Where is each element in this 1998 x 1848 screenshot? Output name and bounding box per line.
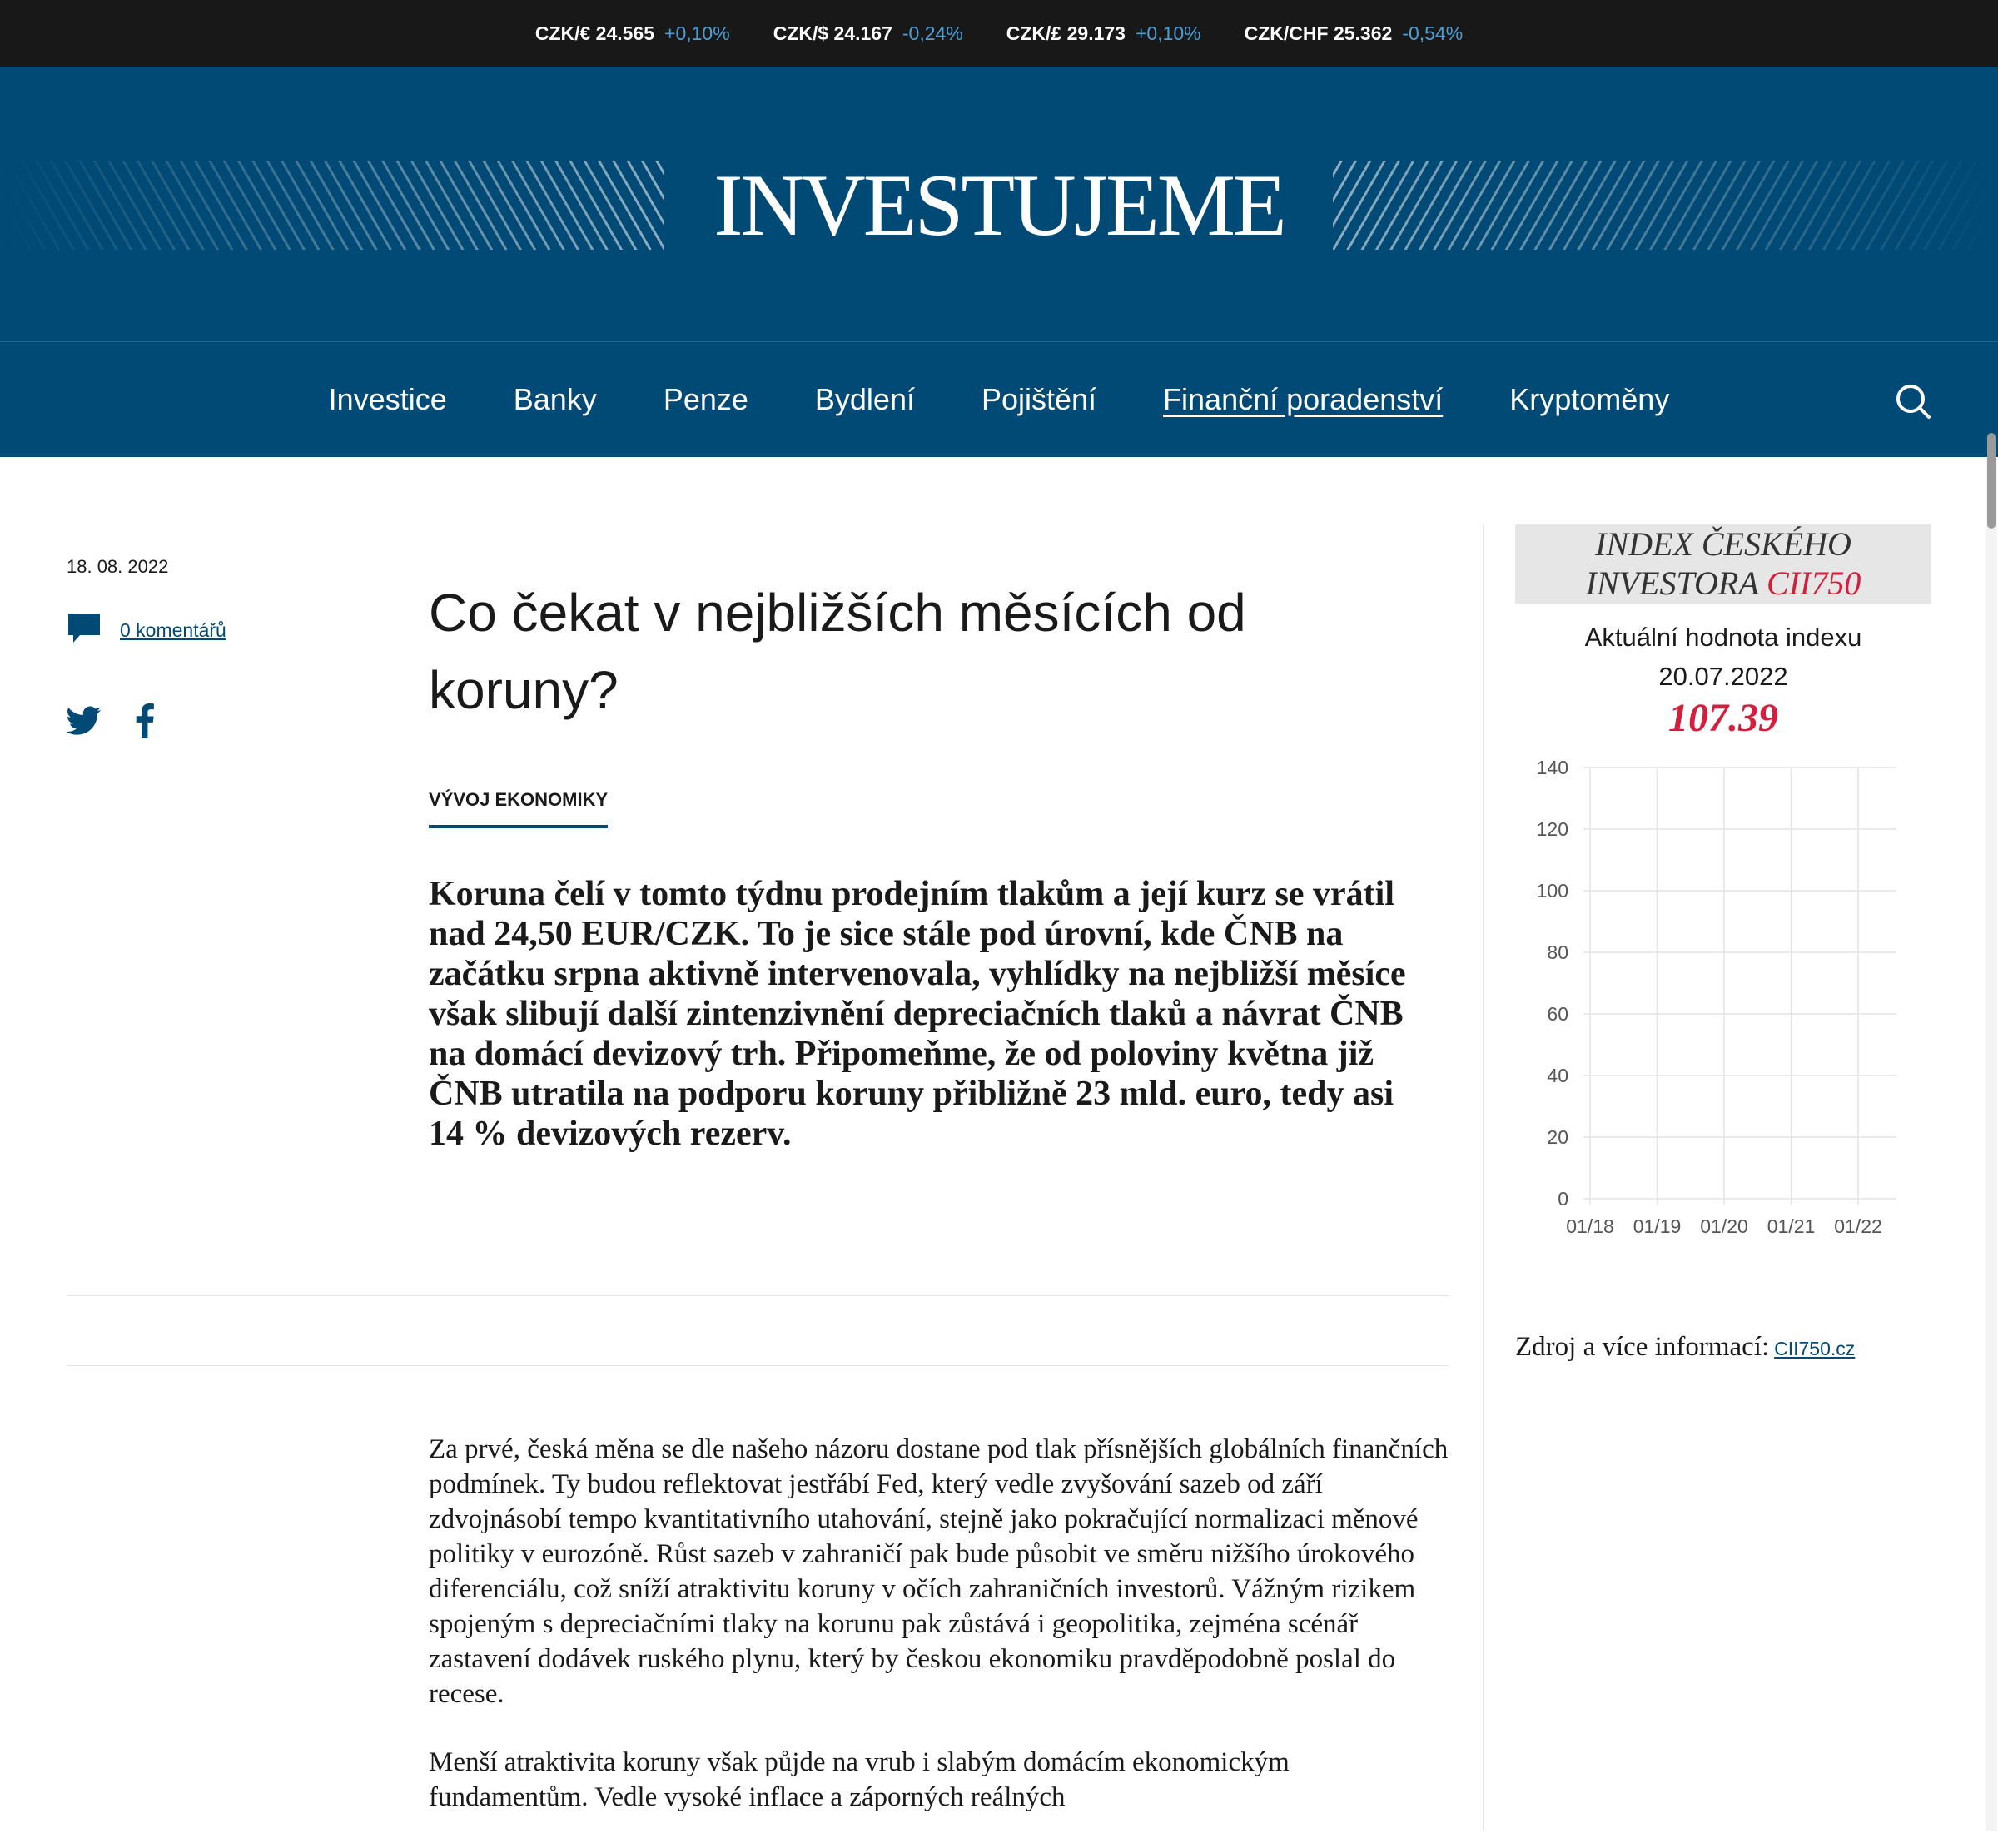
ticker-change: -0,24% [902, 22, 963, 44]
ticker-item-usd[interactable] [773, 22, 963, 45]
index-source [1515, 1332, 1855, 1363]
ticker-change: +0,10% [664, 22, 730, 44]
ticker-change: -0,54% [1402, 22, 1464, 44]
index-heading-text: INVESTORA [1585, 564, 1759, 602]
index-heading-line2 [1515, 564, 1931, 603]
ticker-pair: CZK/$ 24.167 [773, 22, 892, 44]
article-date: 18. 08. 2022 [67, 556, 169, 577]
article-paragraph: Za prvé, česká měna se dle našeho názoru dostane pod tlak přísnějších globálních finančních podmínek. Ty budou reflektovat jestřábí Fed, který vedle zvyšování sazeb od září zdvojnásobí tempo kvantitativního utahování, stejně jako pokračující normalizaci měnové politiky v eurozóně. Růst sazeb v zahraničí pak bude působit ve směru nižšího úrokového diferenciálu, což sníží atraktivitu koruny v očích zahraničních investorů. Vážným rizikem spojeným s depreciačními tlaky na korunu pak zůstává i geopolitika, zejména scénář zastavení dodávek ruského plynu, který by českou ekonomiku pravděpodobně poslal do recese. [429, 1434, 1449, 1709]
source-link[interactable]: CII750.cz [1774, 1338, 1856, 1359]
chart-y-tick-label: 120 [1536, 818, 1568, 840]
divider [67, 1295, 1449, 1296]
main-nav [0, 342, 1998, 457]
comments-count[interactable]: 0 komentářů [120, 619, 226, 641]
nav-item-bydleni[interactable]: Bydlení [814, 382, 915, 416]
chart-y-tick-label: 0 [1558, 1188, 1568, 1210]
comments-link[interactable] [67, 612, 226, 649]
chart-y-tick-label: 60 [1547, 1003, 1568, 1025]
site-header [0, 67, 1998, 341]
scrollbar-thumb[interactable] [1987, 433, 1996, 529]
index-heading-line1: INDEX ČESKÉHO [1595, 525, 1851, 563]
ticker-item-chf[interactable] [1245, 22, 1464, 45]
ticker-pair: CZK/€ 24.565 [534, 22, 655, 44]
nav-item-penze[interactable]: Penze [663, 382, 748, 416]
sidebar-divider [1483, 524, 1484, 1831]
ticker-pair: CZK/CHF 25.362 [1244, 22, 1393, 44]
index-date: 20.07.2022 [1658, 662, 1788, 691]
article-body [429, 1432, 1449, 1848]
scrollbar-track[interactable] [1986, 458, 1997, 1831]
social-share [67, 703, 155, 743]
ticker-item-eur[interactable] [535, 22, 730, 45]
nav-item-financni-poradenstvi[interactable]: Finanční poradenství [1163, 382, 1444, 416]
chart-x-tick-label: 01/22 [1834, 1215, 1882, 1237]
site-logo[interactable]: INVESTUJEME [713, 156, 1285, 254]
chart-y-tick-label: 20 [1547, 1126, 1568, 1148]
index-value: 107.39 [1668, 696, 1778, 740]
ticker-pair: CZK/£ 29.173 [1006, 22, 1126, 44]
index-heading-highlight: CII750 [1767, 564, 1861, 602]
comment-icon [67, 612, 102, 649]
index-subtitle: Aktuální hodnota indexu [1584, 623, 1862, 652]
ticker-change: +0,10% [1135, 22, 1201, 44]
article-paragraph: Menší atraktivita koruny však půjde na vrub i slabým domácím ekonomickým fundamentům. Vedle vysoké inflace a záporných reálných [429, 1747, 1290, 1812]
facebook-icon[interactable] [135, 703, 155, 743]
chart-x-tick-label: 01/19 [1633, 1215, 1682, 1237]
search-icon[interactable] [1895, 383, 1931, 420]
chart-x-tick-label: 01/18 [1566, 1215, 1614, 1237]
source-label: Zdroj a více informací: [1515, 1332, 1770, 1362]
nav-item-kryptomeny[interactable]: Kryptoměny [1509, 382, 1670, 416]
chart-x-tick-label: 01/21 [1767, 1215, 1816, 1237]
index-chart [1515, 749, 1915, 1249]
nav-item-investice[interactable]: Investice [328, 382, 447, 416]
divider [67, 1365, 1449, 1366]
article-title: Co čekat v nejbližších měsících od koruny? [429, 583, 1246, 720]
currency-ticker [0, 0, 1998, 67]
chart-x-tick-label: 01/20 [1700, 1215, 1748, 1237]
chart-y-tick-label: 40 [1547, 1065, 1568, 1086]
chart-y-tick-label: 80 [1547, 941, 1568, 963]
chart-y-tick-label: 100 [1536, 880, 1568, 902]
article-lead: Koruna čelí v tomto týdnu prodejním tlakům a její kurz se vrátil nad 24,50 EUR/CZK. To je sice stále pod úrovní, kde ČNB na začátku srpna aktivně intervenovala, vyhlídky na nejbližší měsíce však slibují další zintenzivnění depreciačních tlaků a návrat ČNB na domácí devizový trh. Připomeňme, že od poloviny května již ČNB utratila na podporu koruny přibližně 23 mld. euro, tedy asi 14 % devizových rezerv. [429, 875, 1406, 1153]
chart-y-tick-label: 140 [1536, 757, 1568, 778]
index-widget-heading [1515, 524, 1931, 604]
nav-item-pojisteni[interactable]: Pojištění [981, 382, 1097, 416]
header-decoration-left [0, 161, 664, 250]
header-decoration-right [1333, 161, 1998, 250]
article-category-tag[interactable]: VÝVOJ EKONOMIKY [429, 789, 608, 828]
nav-item-banky[interactable]: Banky [513, 382, 597, 416]
twitter-icon[interactable] [67, 706, 102, 740]
ticker-item-gbp[interactable] [1006, 22, 1201, 45]
